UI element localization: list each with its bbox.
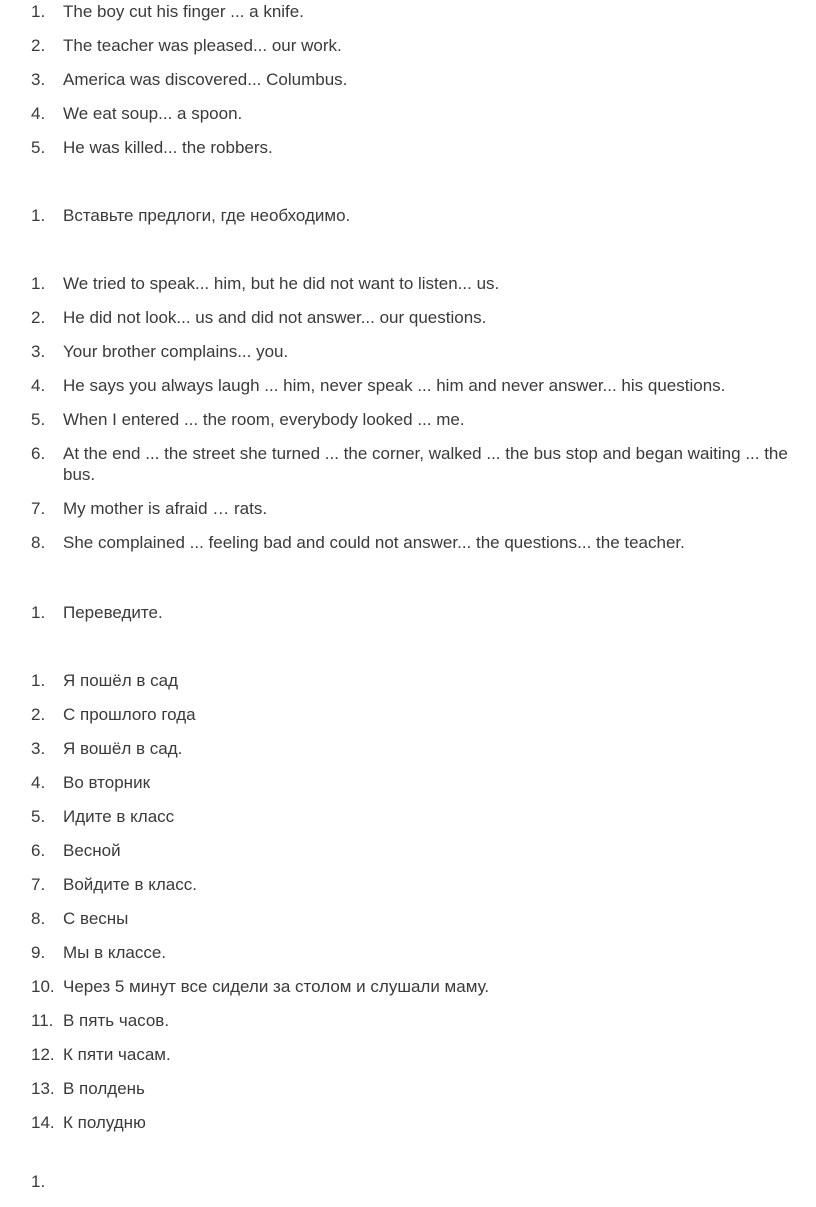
trailing-empty-list [0,1158,816,1191]
heading-text: Переведите. [63,603,163,622]
item-text: Your brother complains... you. [63,342,289,361]
exercise-list-passive [0,1,816,171]
list-item [0,69,816,90]
numbered-list [0,670,816,1133]
heading-item [0,205,816,226]
item-number: 7. [31,875,46,894]
list-item [0,874,816,895]
item-number: 1. [31,1172,46,1191]
list-item [0,738,816,759]
item-text: He did not look... us and did not answer... our questions. [63,308,487,327]
item-text: Через 5 минут все сидели за столом и слушали маму. [63,977,490,996]
list-item [0,1,816,22]
item-text: He was killed... the robbers. [63,138,273,157]
item-text: В пять часов. [63,1011,170,1030]
item-text: We tried to speak... him, but he did not want to listen... us. [63,274,500,293]
item-text: Во вторник [63,773,151,792]
list-item [0,103,816,124]
list-item [0,976,816,997]
item-number: 12. [31,1045,55,1064]
item-number: 2. [31,705,46,724]
item-text: America was discovered... Columbus. [63,70,348,89]
item-text: Войдите в класс. [63,875,197,894]
list-item [0,498,816,519]
list-item [0,942,816,963]
item-text: He says you always laugh ... him, never speak ... him and never answer... his questions. [63,376,726,395]
item-text: Я вошёл в сад. [63,739,183,758]
item-text: К пяти часам. [63,1045,171,1064]
list-item [0,670,816,691]
item-text: She complained ... feeling bad and could not answer... the questions... the teacher. [63,533,685,552]
list-item [0,341,816,362]
item-number: 2. [31,308,46,327]
item-text: В полдень [63,1079,145,1098]
item-number: 14. [31,1113,55,1132]
item-number: 4. [31,104,46,123]
item-number: 4. [31,376,46,395]
item-number: 1. [31,274,46,293]
item-text: At the end ... the street she turned ... the corner, walked ... the bus stop and began waiting ... the bus. [63,444,788,484]
item-number: 13. [31,1079,55,1098]
item-number: 1. [31,2,46,21]
heading-text: Вставьте предлоги, где необходимо. [63,206,351,225]
list-item [0,1078,816,1099]
item-number: 5. [31,138,46,157]
item-number: 3. [31,739,46,758]
list-item [0,1112,816,1133]
item-number: 8. [31,909,46,928]
item-number: 4. [31,773,46,792]
item-text: My mother is afraid … rats. [63,499,268,518]
item-text: When I entered ... the room, everybody looked ... me. [63,410,465,429]
item-number: 5. [31,410,46,429]
item-number: 6. [31,444,46,463]
item-text: К полудню [63,1113,146,1132]
item-text: С прошлого года [63,705,196,724]
item-number: 1. [31,206,46,225]
item-number: 10. [31,977,55,996]
item-number: 7. [31,499,46,518]
heading-list [0,602,816,623]
list-item [0,409,816,430]
list-item [0,307,816,328]
numbered-list [0,273,816,553]
list-item [0,908,816,929]
list-item [0,772,816,793]
item-number: 11. [31,1011,54,1030]
list-item [0,806,816,827]
heading-list [0,205,816,226]
item-text: We eat soup... a spoon. [63,104,243,123]
exercise-heading-prepositions [0,205,816,239]
list-item [0,840,816,861]
heading-item [0,602,816,623]
list-item [0,35,816,56]
exercise-list-prepositions [0,273,816,566]
item-number: 1. [31,603,46,622]
list-item [0,704,816,725]
item-number: 3. [31,70,46,89]
item-number: 2. [31,36,46,55]
item-text: Я пошёл в сад [63,671,179,690]
item-text: The boy cut his finger ... a knife. [63,2,304,21]
item-number: 9. [31,943,46,962]
list-item [0,137,816,158]
list-item [0,273,816,294]
item-number: 1. [31,671,46,690]
item-text: The teacher was pleased... our work. [63,36,342,55]
exercise-heading-translate [0,602,816,636]
item-text: Идите в класс [63,807,175,826]
item-text: С весны [63,909,129,928]
list-item [0,443,816,485]
numbered-list [0,1,816,158]
list-item [0,1010,816,1031]
item-text: Мы в классе. [63,943,167,962]
exercise-list-translate [0,670,816,1146]
list-item [0,375,816,396]
item-text: Весной [63,841,121,860]
list-item [0,532,816,553]
item-number: 8. [31,533,46,552]
list-item [0,1044,816,1065]
item-number: 3. [31,342,46,361]
item-number: 6. [31,841,46,860]
item-number: 5. [31,807,46,826]
